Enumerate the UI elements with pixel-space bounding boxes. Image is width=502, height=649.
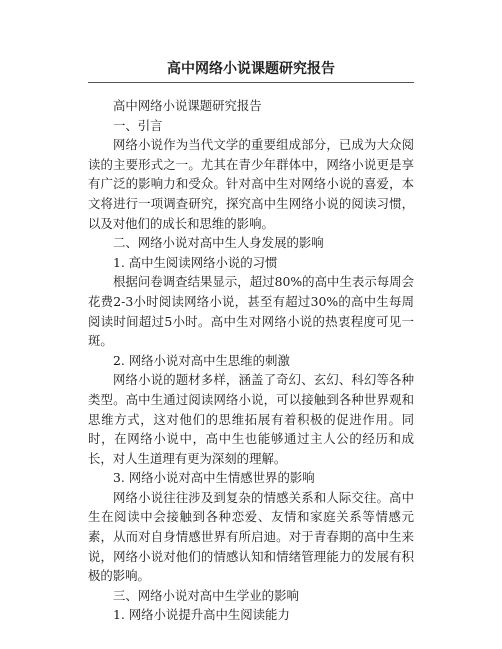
document-body [88, 96, 414, 625]
document-title: 高中网络小说课题研究报告 [167, 61, 335, 77]
section-heading-development: 二、网络小说对高中生人身发展的影响 [113, 235, 324, 251]
paragraph-introduction: 网络小说作为当代文学的重要组成部分，已成为大众阅读的主要形式之一。尤其在青少年群体中，网络小说更是享有广泛的影响力和受众。针对高中生对网络小说的喜爱，本文将进行一项调查研究，探究高中生网络小说的阅读习惯，以及对他们的成长和思维的影响。 [88, 137, 414, 231]
subheading-reading-ability: 1. 网络小说提升高中生阅读能力 [113, 607, 290, 623]
subheading-emotions: 3. 网络小说对高中生情感世界的影响 [113, 470, 315, 486]
repeated-title: 高中网络小说课题研究报告 [113, 98, 262, 113]
paragraph-reading-habits: 根据问卷调查结果显示，超过80%的高中生表示每周会花费2-3小时阅读网络小说，甚至有超过30%的高中生每周阅读时间超过5小时。高中生对网络小说的热衷程度可见一斑。 [88, 274, 414, 349]
title-underline [88, 82, 414, 83]
section-heading-academics: 三、网络小说对高中生学业的影响 [113, 587, 299, 603]
section-heading-introduction: 一、引言 [113, 117, 163, 133]
subheading-thinking: 2. 网络小说对高中生思维的刺激 [113, 352, 290, 368]
paragraph-thinking: 网络小说的题材多样，涵盖了奇幻、玄幻、科幻等各种类型。高中生通过阅读网络小说，可以接触到各种世界观和思维方式，这对他们的思维拓展有着积极的促进作用。同时，在网络小说中，高中生也能够通过主人公的经历和成长，对人生道理有更为深刻的理解。 [88, 372, 414, 466]
subheading-reading-habits: 1. 高中生阅读网络小说的习惯 [113, 254, 278, 270]
paragraph-emotions: 网络小说往往涉及到复杂的情感关系和人际交往。高中生在阅读中会接触到各种恋爱、友情和家庭关系等情感元素，从而对自身情感世界有所启迪。对于青春期的高中生来说，网络小说对他们的情感认知和情绪管理能力的发展有积极的影响。 [88, 489, 414, 584]
